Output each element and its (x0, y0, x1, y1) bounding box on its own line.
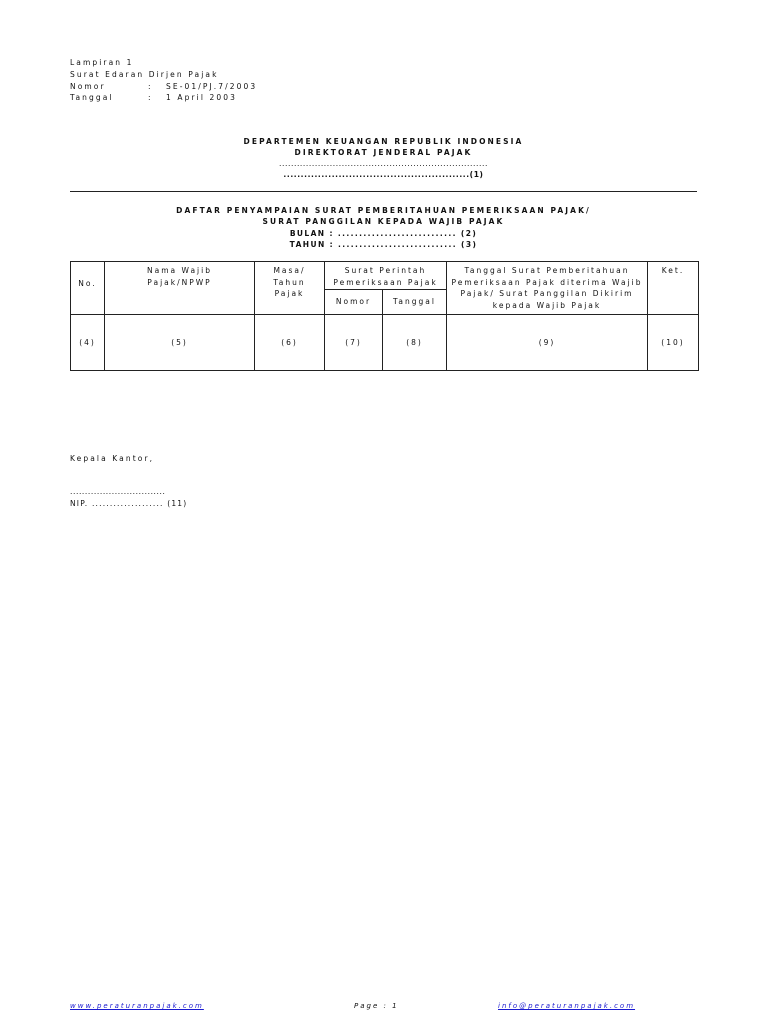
column-number-5: (5) (105, 315, 255, 371)
footer-page-number: Page : 1 (354, 1002, 399, 1010)
footer-website-link[interactable]: www.peraturanpajak.com (70, 1002, 204, 1010)
letterhead-office-line: ......................................................(1) (283, 170, 484, 179)
header-surat-line1: Surat Perintah (344, 266, 427, 275)
header-ket: Ket. (648, 262, 699, 315)
column-number-4: (4) (71, 315, 105, 371)
table-row (71, 315, 699, 371)
tanggal-separator: : (148, 93, 153, 102)
header-nama-line2: Pajak/NPWP (147, 277, 212, 287)
nomor-separator: : (148, 82, 153, 91)
header-nomor: Nomor (325, 290, 383, 315)
header-tgl-line3: Pajak/ Surat Panggilan Dikirim (460, 289, 634, 298)
header-nama-line1: Nama Wajib (147, 266, 212, 275)
surat-edaran-label: Surat Edaran Dirjen Pajak (70, 70, 219, 79)
letterhead-directorate: DIREKTORAT JENDERAL PAJAK (294, 148, 473, 157)
header-surat-line2: Pemeriksaan Pajak (333, 277, 438, 287)
form-title-line2: SURAT PANGGILAN KEPADA WAJIB PAJAK (262, 217, 505, 226)
nomor-line (70, 82, 257, 91)
column-number-10: (10) (648, 315, 699, 371)
kepala-kantor-label: Kepala Kantor, (70, 454, 155, 463)
table-header-row (71, 262, 699, 290)
register-table (70, 261, 699, 371)
header-masa-tahun-pajak (255, 262, 325, 315)
letterhead-dotted-line: ...................................................................... (279, 159, 488, 168)
tanggal-label: Tanggal (70, 93, 114, 102)
header-masa-line2: Tahun (273, 277, 306, 287)
header-no: No. (71, 262, 105, 315)
tanggal-line (70, 93, 237, 102)
footer-email-link[interactable]: info@peraturanpajak.com (498, 1002, 636, 1010)
header-tanggal-surat-pemberitahuan (447, 262, 648, 315)
column-number-6: (6) (255, 315, 325, 371)
nomor-label: Nomor (70, 82, 106, 91)
nip-line: NIP. .................... (11) (70, 499, 188, 508)
header-tanggal: Tanggal (383, 290, 447, 315)
header-tgl-line1: Tanggal Surat Pemberitahuan (464, 266, 630, 275)
form-title-line1: DAFTAR PENYAMPAIAN SURAT PEMBERITAHUAN PEMERIKSAAN PAJAK/ (176, 206, 591, 215)
header-masa-line3: Pajak (274, 289, 305, 298)
column-number-7: (7) (325, 315, 383, 371)
lampiran-label: Lampiran 1 (70, 58, 134, 67)
header-tgl-line2: Pemeriksaan Pajak diterima Wajib (451, 277, 643, 287)
form-bulan-line: BULAN : ............................ (2) (289, 229, 478, 238)
header-tgl-line4: kepada Wajib Pajak (492, 300, 602, 310)
header-nama-wajib-pajak (105, 262, 255, 315)
column-number-8: (8) (383, 315, 447, 371)
nomor-value: SE-01/PJ.7/2003 (166, 82, 258, 91)
header-masa-line1: Masa/ (273, 266, 306, 275)
signature-dots: ................................ (70, 487, 166, 496)
form-tahun-line: TAHUN : ............................ (3) (289, 240, 478, 249)
header-divider (70, 191, 697, 192)
letterhead-department: DEPARTEMEN KEUANGAN REPUBLIK INDONESIA (243, 137, 524, 146)
header-surat-perintah (325, 262, 447, 290)
tanggal-value: 1 April 2003 (166, 93, 237, 102)
column-number-9: (9) (447, 315, 648, 371)
